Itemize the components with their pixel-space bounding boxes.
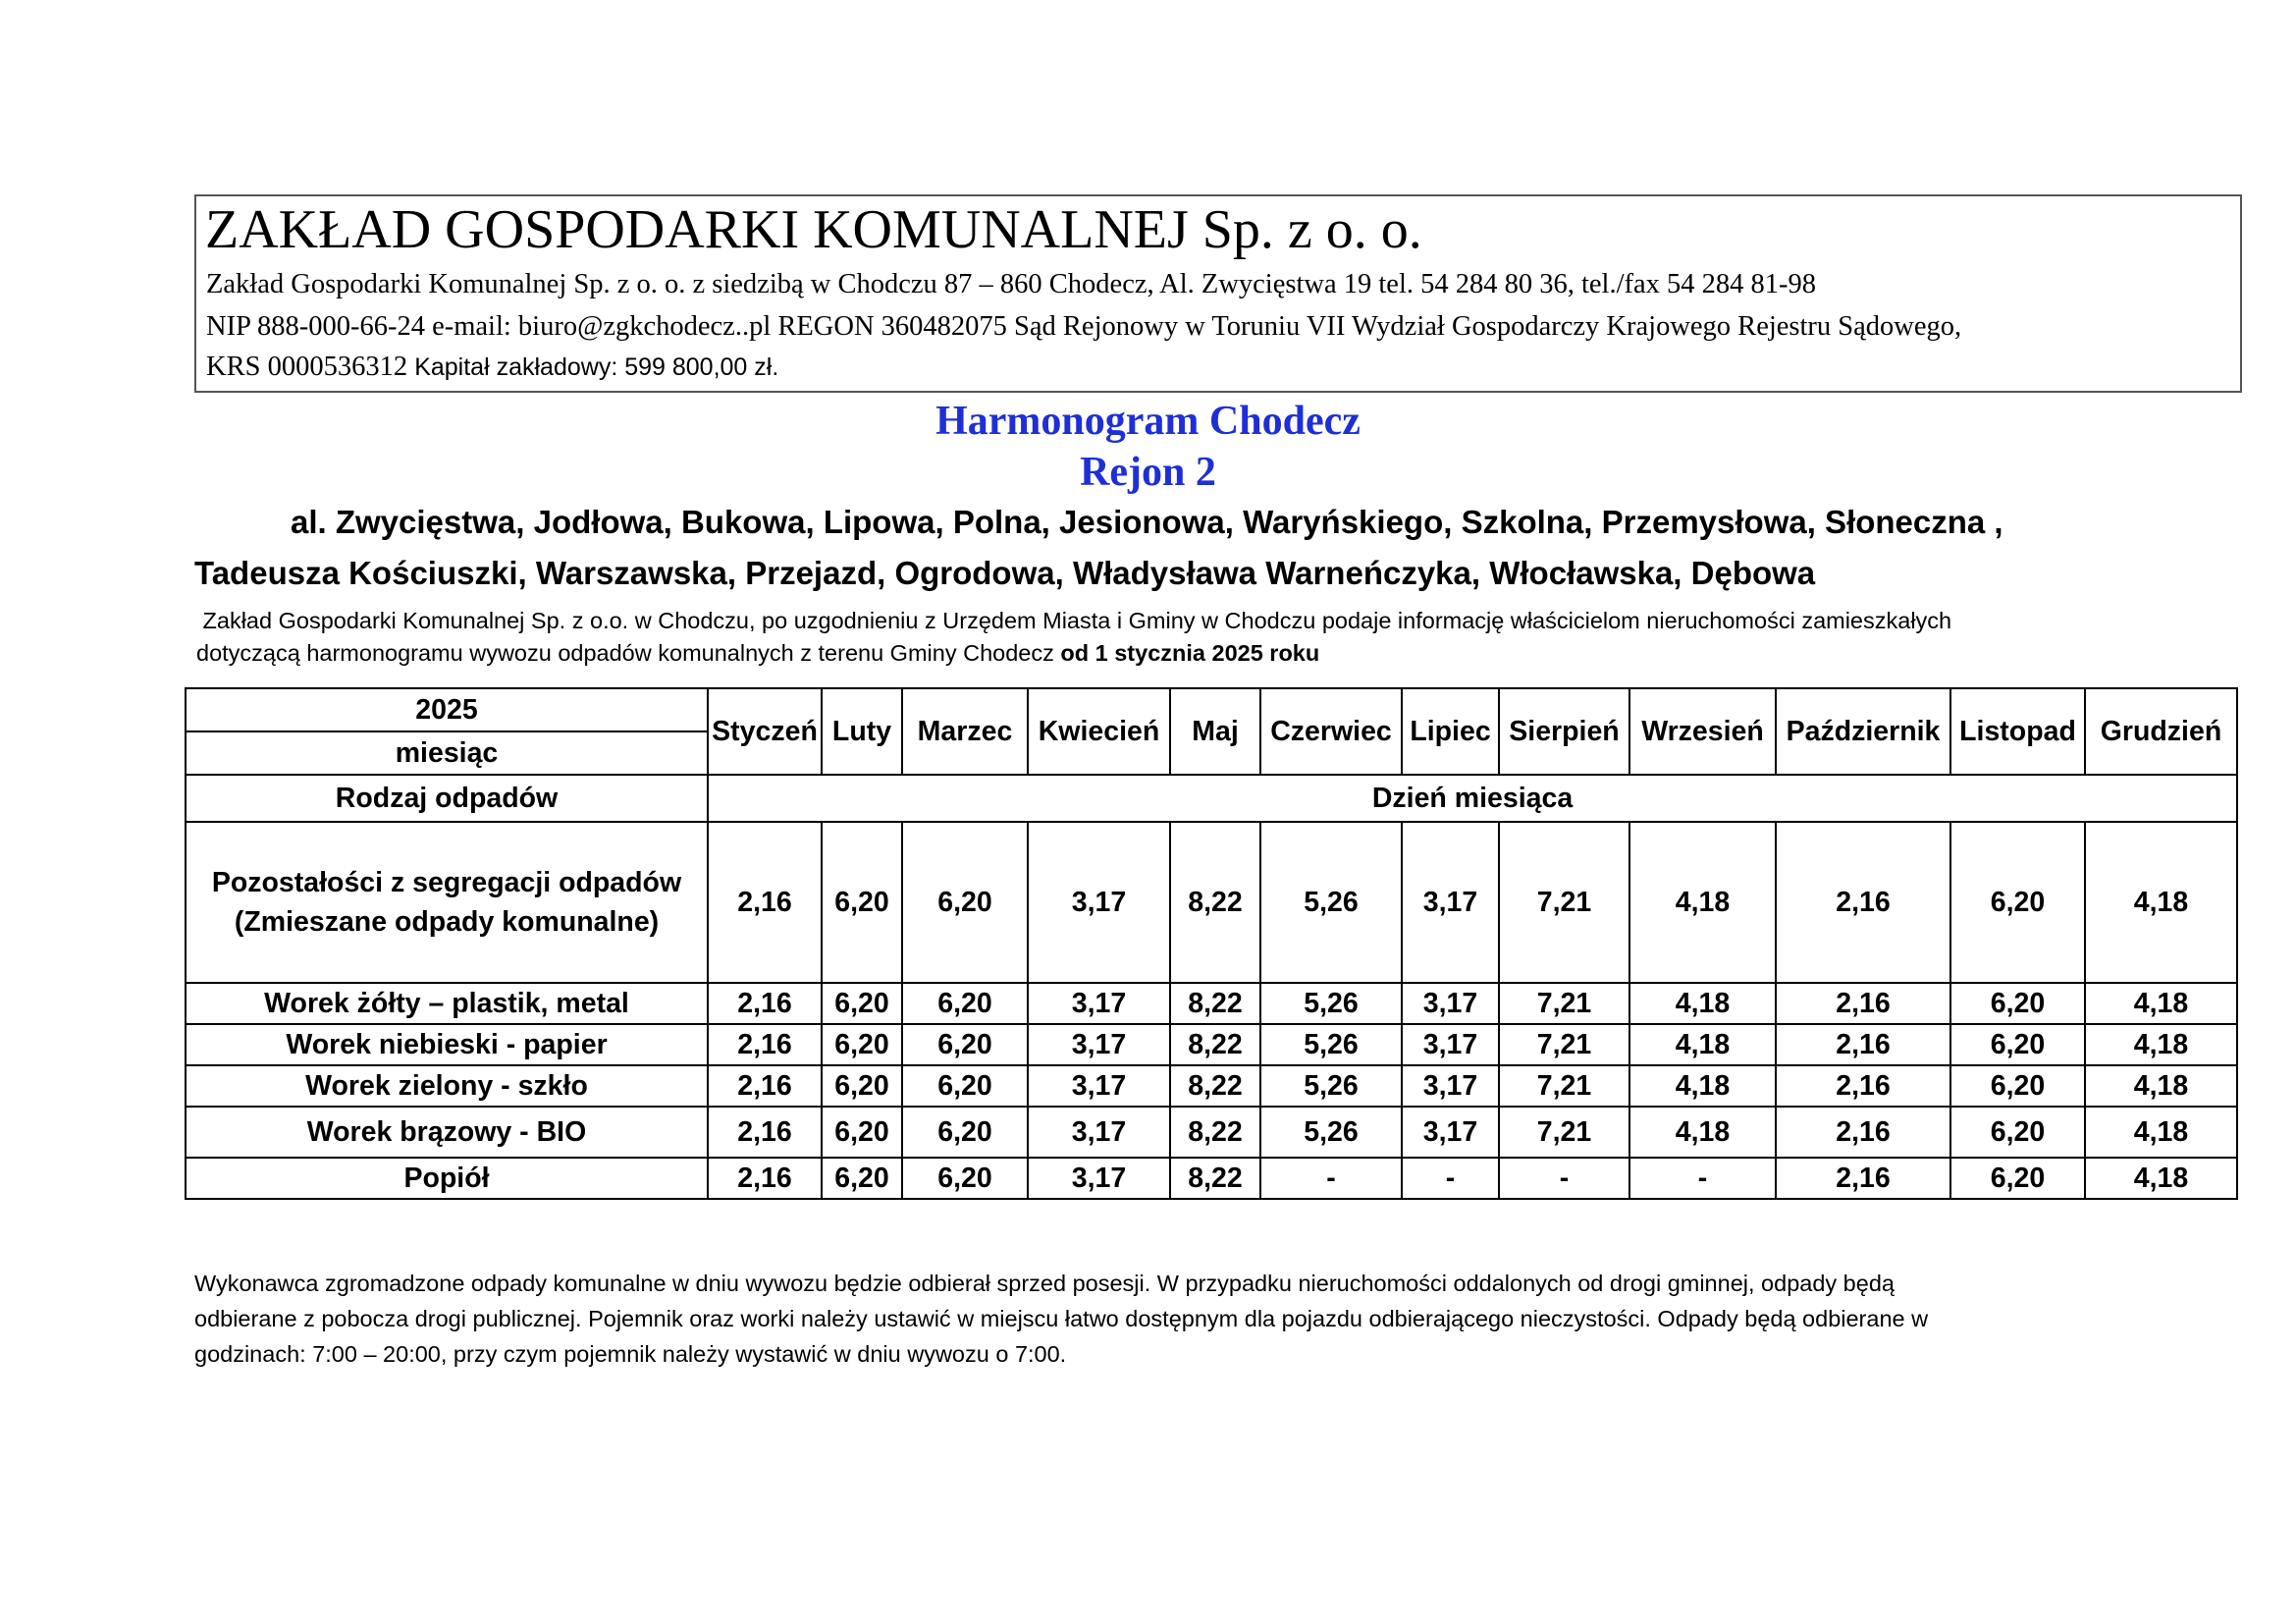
company-registry-line: NIP 888-000-66-24 e-mail: biuro@zgkchodecz..pl REGON 360482075 Sąd Rejonowy w Toruniu VII Wydział Gospodarczy Krajowego Rejestru Sądowego,	[206, 311, 1962, 342]
company-capital: Kapitał zakładowy: 599 800,00 zł.	[414, 353, 779, 381]
day-cell: 5,26	[1260, 983, 1402, 1024]
day-cell: 6,20	[822, 822, 902, 983]
intro-date: od 1 stycznia 2025 roku	[1060, 640, 1320, 666]
day-cell: 6,20	[822, 983, 902, 1024]
day-cell: 4,18	[1629, 1024, 1776, 1065]
day-cell: 2,16	[708, 822, 822, 983]
day-cell: 4,18	[1629, 1107, 1776, 1158]
month-header: Lipiec	[1402, 688, 1499, 775]
schedule-region: Rejon 2	[1080, 450, 1216, 495]
day-cell: 3,17	[1028, 983, 1170, 1024]
day-cell: -	[1260, 1158, 1402, 1199]
table-row	[186, 1065, 2237, 1107]
day-cell: 6,20	[902, 1107, 1028, 1158]
day-cell: 2,16	[708, 1024, 822, 1065]
day-cell: 4,18	[2085, 822, 2237, 983]
day-cell: 7,21	[1499, 983, 1629, 1024]
day-cell: 7,21	[1499, 1065, 1629, 1107]
day-cell: 4,18	[2085, 983, 2237, 1024]
day-cell: 3,17	[1028, 1107, 1170, 1158]
day-cell: 6,20	[1950, 983, 2085, 1024]
day-cell: 2,16	[1776, 822, 1950, 983]
company-address-line: Zakład Gospodarki Komunalnej Sp. z o. o. z siedzibą w Chodczu 87 – 860 Chodecz, Al. Zwycięstwa 19 tel. 54 284 80 36, tel./fax 54 284 81-98	[206, 269, 1817, 299]
footer-line-3: godzinach: 7:00 – 20:00, przy czym pojemnik należy wystawić w dniu wywozu o 7:00.	[194, 1341, 1067, 1367]
waste-type-cell	[186, 822, 708, 983]
day-cell: 3,17	[1402, 1024, 1499, 1065]
month-header: Październik	[1776, 688, 1950, 775]
day-cell: 6,20	[1950, 1107, 2085, 1158]
intro-text-1: Zakład Gospodarki Komunalnej Sp. z o.o. w Chodczu, po uzgodnieniu z Urzędem Miasta i Gminy w Chodczu podaje informację właścicielom nieruchomości zamieszkałych	[202, 608, 1952, 633]
table-header-row	[186, 688, 2237, 731]
day-cell: 6,20	[1950, 1065, 2085, 1107]
waste-type-label-line-2: (Zmieszane odpady komunalne)	[234, 906, 660, 938]
day-cell: -	[1629, 1158, 1776, 1199]
day-cell: 2,16	[708, 1107, 822, 1158]
day-cell: -	[1402, 1158, 1499, 1199]
day-cell: 3,17	[1402, 822, 1499, 983]
schedule-title: Harmonogram Chodecz	[935, 399, 1361, 444]
day-cell: 4,18	[2085, 1024, 2237, 1065]
day-cell: 4,18	[2085, 1107, 2237, 1158]
day-cell: 3,17	[1402, 1065, 1499, 1107]
day-cell: 3,17	[1028, 1024, 1170, 1065]
company-name: ZAKŁAD GOSPODARKI KOMUNALNEJ Sp. z o. o.	[205, 199, 1422, 260]
waste-type-cell: Worek żółty – plastik, metal	[186, 983, 708, 1024]
waste-type-cell: Worek zielony - szkło	[186, 1065, 708, 1107]
waste-type-label: Rodzaj odpadów	[186, 775, 708, 822]
day-cell: 8,22	[1170, 1065, 1260, 1107]
day-cell: 3,17	[1028, 1158, 1170, 1199]
month-header: Grudzień	[2085, 688, 2237, 775]
table-type-label-row	[186, 775, 2237, 822]
footer-line-1: Wykonawca zgromadzone odpady komunalne w dniu wywozu będzie odbierał sprzed posesji. W przypadku nieruchomości oddalonych od drogi gminnej, odpady będą	[194, 1271, 1895, 1296]
month-header: Marzec	[902, 688, 1028, 775]
intro-line-2	[196, 636, 1319, 670]
company-capital-line	[206, 348, 778, 387]
schedule-table	[185, 687, 2238, 1200]
day-cell: 6,20	[902, 1158, 1028, 1199]
day-cell: 6,20	[822, 1024, 902, 1065]
intro-text-2: dotyczącą harmonogramu wywozu odpadów komunalnych z terenu Gminy Chodecz	[196, 640, 1061, 666]
year-cell: 2025	[186, 688, 708, 731]
month-header: Luty	[822, 688, 902, 775]
day-cell: 4,18	[2085, 1065, 2237, 1107]
waste-type-cell: Worek brązowy - BIO	[186, 1107, 708, 1158]
day-cell: 2,16	[1776, 1065, 1950, 1107]
day-cell: 6,20	[822, 1065, 902, 1107]
day-cell: 4,18	[2085, 1158, 2237, 1199]
day-cell: 2,16	[1776, 983, 1950, 1024]
day-of-month-label: Dzień miesiąca	[708, 775, 2237, 822]
waste-type-label-line-1: Pozostałości z segregacji odpadów	[211, 867, 682, 898]
day-cell: 2,16	[1776, 1107, 1950, 1158]
day-cell: 6,20	[822, 1158, 902, 1199]
day-cell: 5,26	[1260, 822, 1402, 983]
month-label-cell: miesiąc	[186, 731, 708, 775]
day-cell: 8,22	[1170, 1024, 1260, 1065]
day-cell: 6,20	[902, 983, 1028, 1024]
day-cell: -	[1499, 1158, 1629, 1199]
day-cell: 6,20	[1950, 1024, 2085, 1065]
day-cell: 6,20	[822, 1107, 902, 1158]
month-header: Maj	[1170, 688, 1260, 775]
day-cell: 7,21	[1499, 1107, 1629, 1158]
table-row	[186, 822, 2237, 983]
intro-line-1	[196, 604, 1951, 637]
waste-type-cell: Worek niebieski - papier	[186, 1024, 708, 1065]
day-cell: 6,20	[902, 1065, 1028, 1107]
day-cell: 6,20	[902, 822, 1028, 983]
day-cell: 8,22	[1170, 1158, 1260, 1199]
day-cell: 2,16	[1776, 1158, 1950, 1199]
day-cell: 3,17	[1028, 822, 1170, 983]
day-cell: 8,22	[1170, 983, 1260, 1024]
day-cell: 4,18	[1629, 822, 1776, 983]
streets-line-1: al. Zwycięstwa, Jodłowa, Bukowa, Lipowa, Polna, Jesionowa, Waryńskiego, Szkolna, Przemysłowa, Słoneczna ,	[291, 504, 2003, 540]
day-cell: 3,17	[1402, 1107, 1499, 1158]
month-header: Kwiecień	[1028, 688, 1170, 775]
day-cell: 3,17	[1028, 1065, 1170, 1107]
day-cell: 6,20	[1950, 822, 2085, 983]
day-cell: 8,22	[1170, 1107, 1260, 1158]
day-cell: 5,26	[1260, 1107, 1402, 1158]
day-cell: 4,18	[1629, 983, 1776, 1024]
month-header: Sierpień	[1499, 688, 1629, 775]
day-cell: 2,16	[1776, 1024, 1950, 1065]
table-row	[186, 1024, 2237, 1065]
day-cell: 4,18	[1629, 1065, 1776, 1107]
day-cell: 6,20	[1950, 1158, 2085, 1199]
table-row	[186, 1107, 2237, 1158]
day-cell: 3,17	[1402, 983, 1499, 1024]
day-cell: 2,16	[708, 983, 822, 1024]
footer-line-2: odbierane z pobocza drogi publicznej. Pojemnik oraz worki należy ustawić w miejscu łatwo dostępnym dla pojazdu odbierającego nieczystości. Odpady będą odbierane w	[194, 1306, 1929, 1331]
table-row	[186, 983, 2237, 1024]
day-cell: 7,21	[1499, 1024, 1629, 1065]
waste-type-cell: Popiół	[186, 1158, 708, 1199]
month-header: Styczeń	[708, 688, 822, 775]
month-header: Czerwiec	[1260, 688, 1402, 775]
day-cell: 7,21	[1499, 822, 1629, 983]
day-cell: 8,22	[1170, 822, 1260, 983]
table-row	[186, 1158, 2237, 1199]
day-cell: 6,20	[902, 1024, 1028, 1065]
month-header: Wrzesień	[1629, 688, 1776, 775]
day-cell: 5,26	[1260, 1065, 1402, 1107]
company-krs: KRS 0000536312	[206, 352, 408, 382]
day-cell: 2,16	[708, 1065, 822, 1107]
day-cell: 5,26	[1260, 1024, 1402, 1065]
day-cell: 2,16	[708, 1158, 822, 1199]
streets-line-2: Tadeusza Kościuszki, Warszawska, Przejazd, Ogrodowa, Władysława Warneńczyka, Włocławska, Dębowa	[194, 555, 1816, 591]
month-header: Listopad	[1950, 688, 2085, 775]
